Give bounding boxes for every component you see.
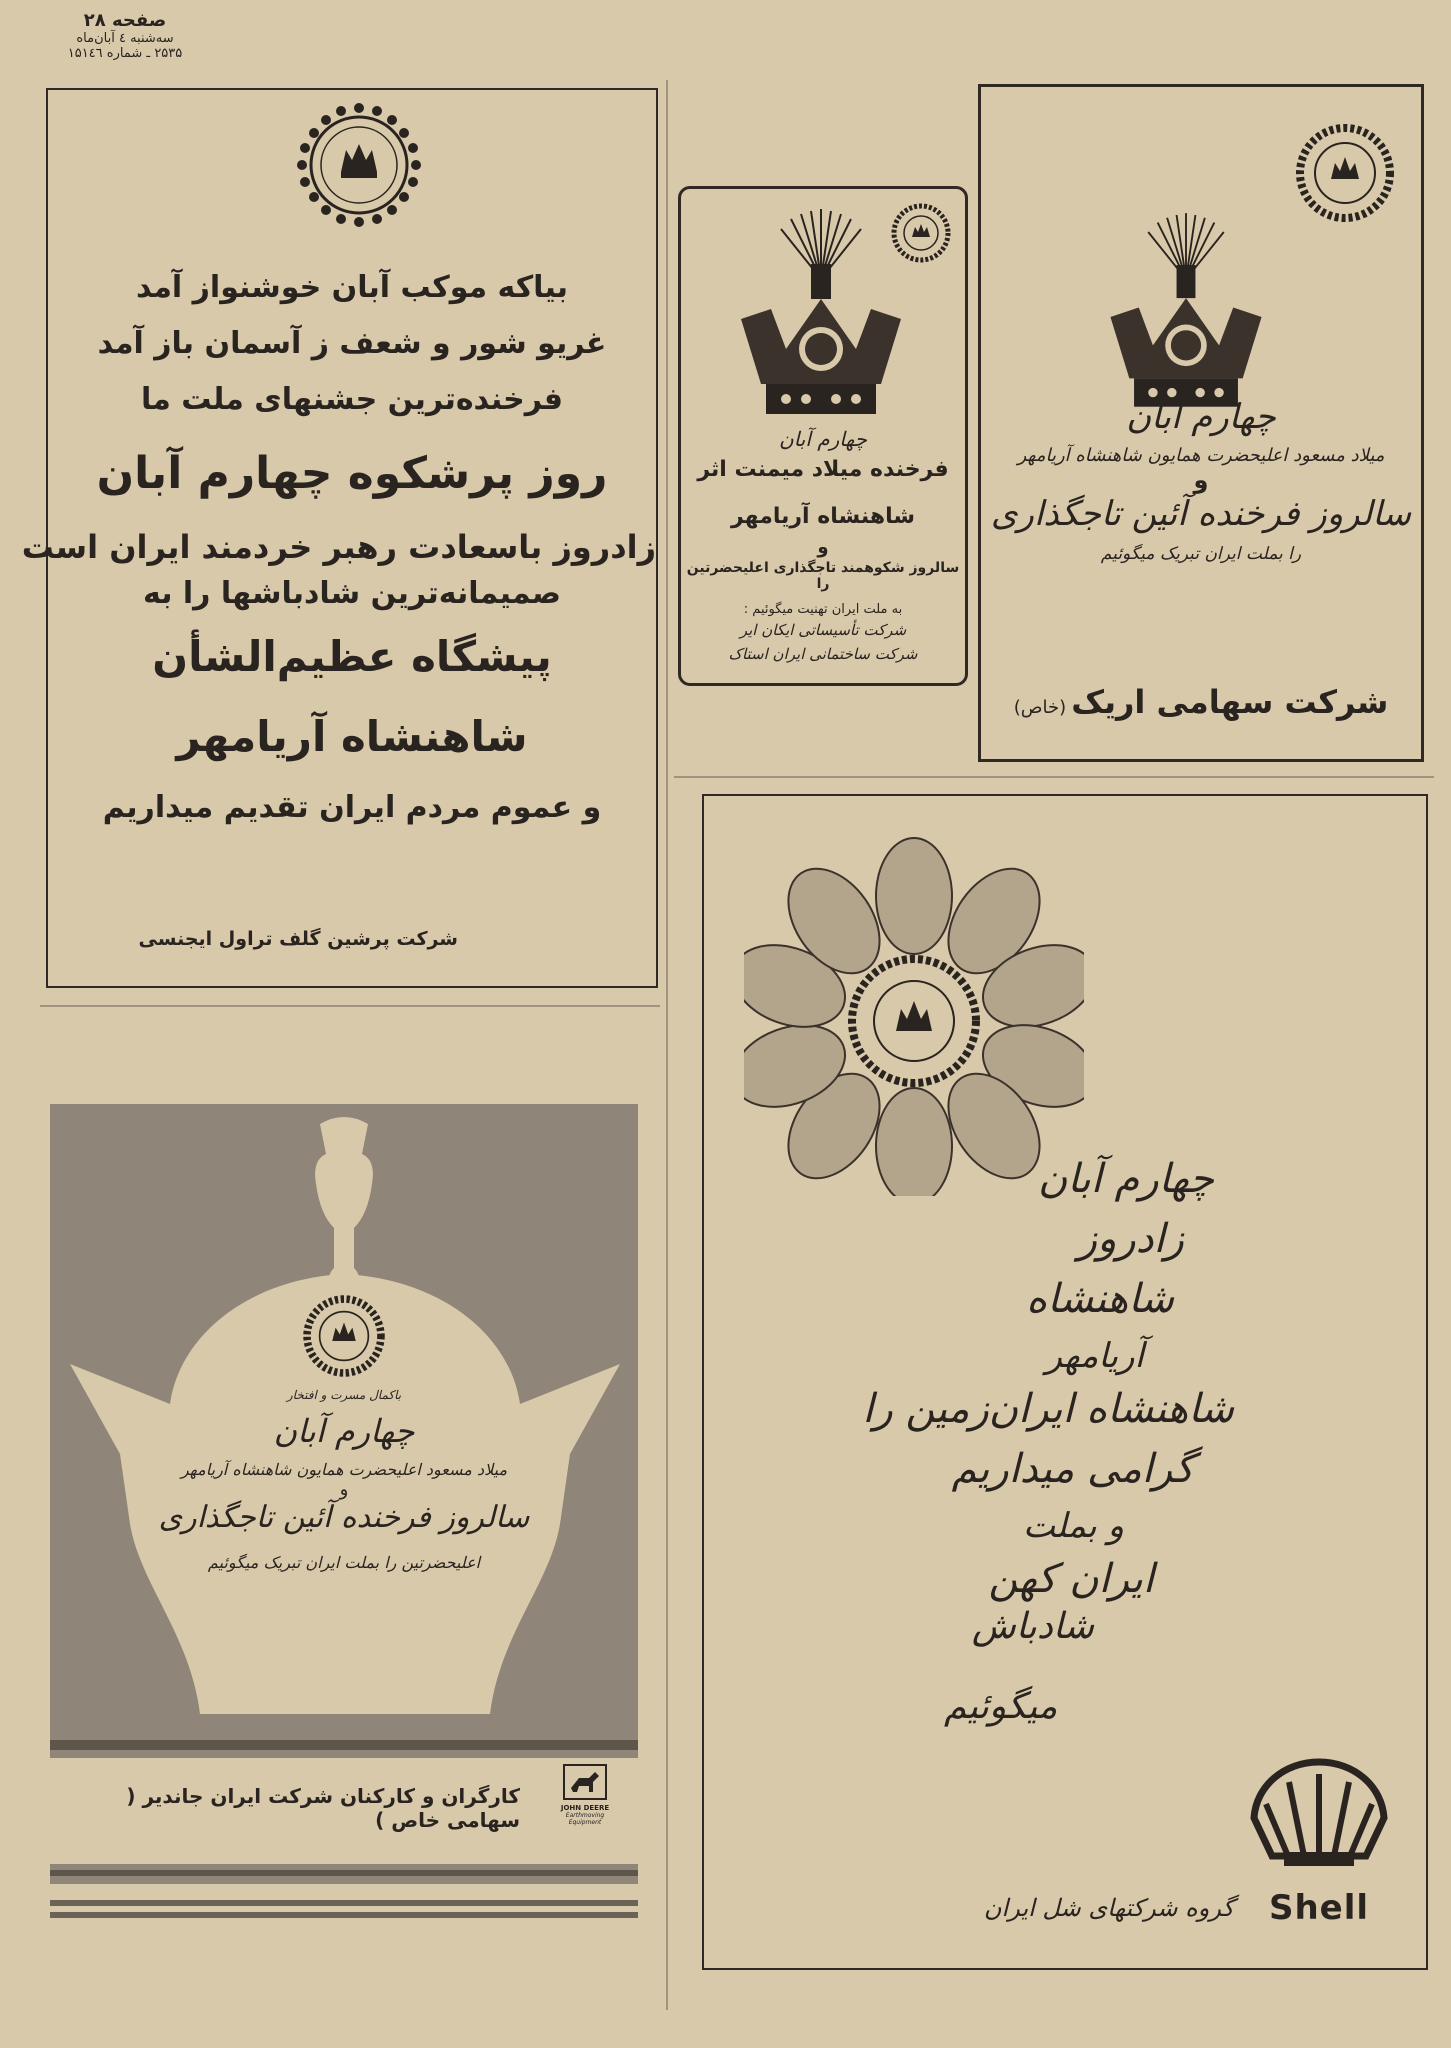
ad2-line-1: فرخنده میلاد میمنت اثر <box>697 457 949 482</box>
ad4-line-2: سالروز فرخنده آئین تاجگذاری <box>158 1500 530 1535</box>
verse-line-3: شاهنشاه <box>1026 1276 1174 1322</box>
ad1-line-6: صمیمانه‌ترین شادباشها را به <box>143 576 561 611</box>
imperial-emblem-icon <box>294 100 424 230</box>
ad1-line-3: فرخنده‌ترین جشنهای ملت ما <box>140 382 564 417</box>
ad3-company-note: (خاص) <box>1013 697 1067 718</box>
ad1-line-2: غریو شور و شعف ز آسمان باز آمد <box>97 326 607 361</box>
shell-brand-fa: گروه شرکتهای شل ایران <box>983 1894 1234 1922</box>
john-deere-text: JOHN DEERE <box>560 1804 610 1812</box>
page-header <box>40 10 210 61</box>
ad3-company-row <box>981 683 1421 721</box>
ad4-small: باکمال مسرت و افتخار <box>286 1388 402 1402</box>
ad4-line-3: اعلیحضرتین را بملت ایران تبریک میگوئیم <box>207 1553 481 1572</box>
rosette-emblem-icon <box>744 836 1084 1196</box>
ad1-line-4: روز پرشکوه چهارم آبان <box>96 448 608 499</box>
verse-line-2: زادروز <box>1077 1216 1184 1262</box>
ad3-heading: چهارم آبان <box>1126 397 1276 437</box>
ad1-signature: شرکت پرشین گلف تراول ایجنسی <box>138 928 458 950</box>
ad-arik <box>978 84 1424 762</box>
row-divider-right <box>674 776 1434 778</box>
verse-line-8: ایران کهن <box>988 1556 1154 1602</box>
ad4-line-1: میلاد مسعود اعلیحضرت همایون شاهنشاه آریامهر <box>180 1460 508 1479</box>
ad3-company: شرکت سهامی اریک <box>1071 683 1389 721</box>
verse-line-7: و بملت <box>1023 1506 1124 1546</box>
john-deere-sub: Earthmoving Equipment <box>565 1812 605 1826</box>
ad-shell-iran <box>702 794 1428 1970</box>
ad3-conj: و <box>1193 466 1209 494</box>
verse-line-9: شادباش <box>971 1606 1094 1647</box>
page-issue: ۲۵۳۵ ـ شماره ۱۵۱٤٦ <box>67 46 183 61</box>
pahlavi-crown-icon <box>731 209 911 429</box>
ad3-line-1: میلاد مسعود اعلیحضرت همایون شاهنشاه آریامهر <box>1017 445 1385 466</box>
ad4-footer: کارگران و کارکنان شرکت ایران جاندیر ( سهامی خاص ) <box>126 1784 520 1832</box>
page-number: صفحه ۲۸ <box>83 10 167 31</box>
verse-line-1: چهارم آبان <box>1038 1156 1214 1202</box>
ad4-conj: و <box>339 1479 349 1500</box>
imperial-emblem-icon <box>1295 123 1395 223</box>
ad2-line-2: شاهنشاه آریامهر <box>731 504 915 529</box>
verse-line-6: گرامی میداریم <box>951 1446 1194 1492</box>
shell-logo-icon <box>1244 1756 1394 1876</box>
ad4-bottom-rule <box>50 1900 638 1906</box>
shell-verse <box>824 1146 1384 1666</box>
john-deere-logo <box>550 1764 620 1826</box>
ad4-bottom-rule-2 <box>50 1912 638 1918</box>
ad1-line-8: شاهنشاه آریامهر <box>176 712 528 761</box>
ad-persian-gulf-travel <box>21 88 658 988</box>
ad3-line-2: سالروز فرخنده آئین تاجگذاری <box>990 494 1412 534</box>
ad1-line-7: پیشگاه عظیم‌الشأن <box>152 632 552 681</box>
imperial-emblem-icon <box>302 1294 386 1378</box>
ad2-company-2: شرکت ساختمانی ایران استاک <box>728 645 918 663</box>
page-date: سه‌شنبه ٤ آبان‌ماه <box>76 31 174 46</box>
ad4-heading: چهارم آبان <box>273 1412 415 1450</box>
ad2-line-4: به ملت ایران تهنیت میگوئیم : <box>743 602 903 617</box>
row-divider <box>40 1005 660 1007</box>
deer-logo-icon <box>563 1764 607 1800</box>
ad1-line-9: و عموم مردم ایران تقدیم میداریم <box>102 790 602 825</box>
ad3-line-3: را بملت ایران تبریک میگوئیم <box>1100 544 1302 564</box>
ad2-conj: و <box>817 537 829 558</box>
verse-line-10: میگوئیم <box>944 1686 1058 1727</box>
ad-ican-air <box>678 186 968 686</box>
column-divider <box>666 80 668 2010</box>
ad2-line-3: سالروز شکوهمند تاجگذاری اعلیحضرتین را <box>686 560 960 592</box>
ad-iran-john-deere <box>50 1104 638 1884</box>
shell-brand: Shell <box>1268 1888 1370 1928</box>
ad2-company-1: شرکت تأسیساتی ایکان ایر <box>739 621 907 639</box>
ad1-line-1: بیاکه موکب آبان خوشنواز آمد <box>136 270 568 305</box>
ad2-heading: چهارم آبان <box>779 427 867 451</box>
verse-line-5: شاهنشاه ایران‌زمین را <box>862 1386 1234 1432</box>
verse-line-4: آریامهر <box>1045 1336 1144 1376</box>
ad1-line-5: زادروز باسعادت رهبر خردمند ایران است <box>21 528 656 566</box>
